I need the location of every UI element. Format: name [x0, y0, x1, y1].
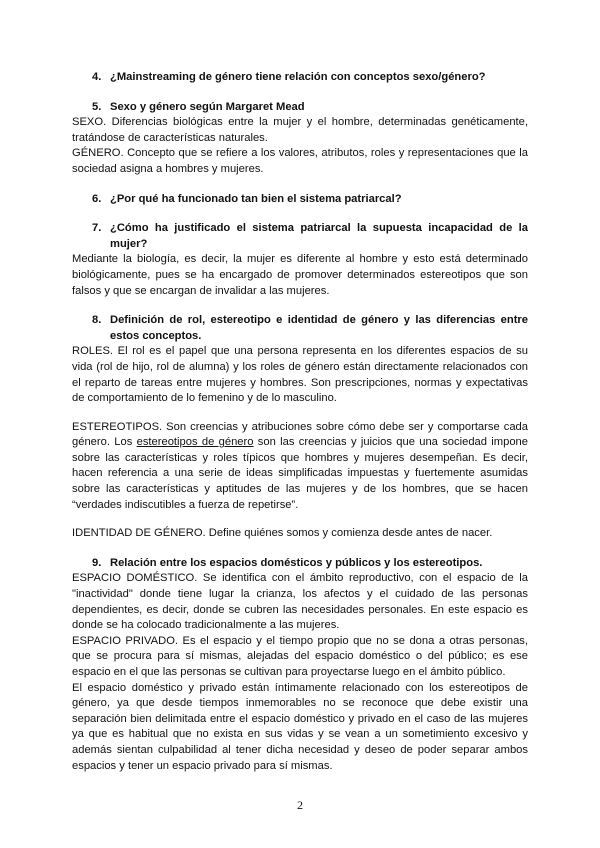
paragraph-estereotipos — [72, 420, 528, 514]
heading-number: 9. — [92, 556, 102, 569]
heading-text: Relación entre los espacios domésticos y públicos y los estereotipos. — [110, 556, 483, 569]
heading-text: ¿Mainstreaming de género tiene relación con conceptos sexo/género? — [110, 71, 486, 83]
heading-number: 5. — [92, 100, 102, 113]
estereotipos-text-end: son las creencias y juicios que una sociedad impone sobre las características y roles típicos que hombres y mujeres desempeñan. Es decir, hacen referencia a una serie de ideas simplificadas impuestas y fuertemente asumidas sobre las características y aptitudes de las mujeres y de los hombres, que se hacen “verdades indiscutibles a fuerza de repetirse”. — [72, 436, 528, 511]
heading-number: 4. — [92, 71, 102, 83]
heading-text: ¿Cómo ha justificado el sistema patriarcal la supuesta incapacidad de la mujer? — [110, 222, 528, 250]
heading-text: ¿Por qué ha funcionado tan bien el sistema patriarcal? — [110, 192, 402, 205]
heading-text: Sexo y género según Margaret Mead — [110, 100, 305, 113]
page-content — [72, 70, 528, 774]
page-number: 2 — [297, 798, 303, 812]
heading-number: 6. — [92, 192, 102, 205]
paragraph-espacio-domestico: ESPACIO DOMÉSTICO. Se identifica con el ámbito reproductivo, con el espacio de la "inactividad" donde tiene lugar la crianza, los afectos y el cuidado de las personas dependientes, es decir, donde se cubren las necesidades personales. En este espacio es donde se ha colocado tradicionalmente a las mujeres. — [72, 572, 528, 632]
estereotipos-link[interactable]: estereotipos de género — [136, 436, 254, 449]
heading-number: 7. — [92, 222, 102, 235]
heading-q8 — [72, 313, 528, 344]
heading-number: 8. — [92, 314, 102, 327]
heading-q4 — [72, 70, 528, 86]
heading-q6 — [72, 192, 528, 208]
paragraph-relacion: El espacio doméstico y privado están íntimamente relacionado con los estereotipos de género, ya que desde tiempos inmemorables no se reconoce que debe existir una separación bien delimitada entre el espacio doméstico y privado en el caso de las mujeres ya que es habitual que no exista en sus vidas y se vean a un sometimiento excesivo y además sientan culpabilidad al tener dicha necesidad y deseo de poder separar ambos espacios y tener un espacio privado para sí mismas. — [72, 681, 528, 772]
paragraph-espacio-privado: ESPACIO PRIVADO. Es el espacio y el tiempo propio que no se dona a otras personas, que se procura para sí mismas, alejadas del espacio doméstico o del público; es ese espacio en el que las personas se cultivan para proyectarse luego en el ámbito público. — [72, 634, 528, 678]
heading-q7 — [72, 221, 528, 252]
paragraph-genero: GÉNERO. Concepto que se refiere a los valores, atributos, roles y representaciones que la sociedad asigna a hombres y mujeres. — [72, 147, 528, 175]
paragraph-roles: ROLES. El rol es el papel que una persona representa en los diferentes espacios de su vida (rol de hijo, rol de alumna) y los roles de género están directamente relacionados con el reparto de tareas entre mujeres y hombres. Son prescripciones, normas y expectativas de comportamiento de lo femenino y de lo masculino. — [72, 345, 528, 405]
paragraph-biologia: Mediante la biología, es decir, la mujer es diferente al hombre y esto está determinado biológicamente, pues se ha encargado de promover determinados estereotipos que son falsos y que se encargan de invalidar a las mujeres. — [72, 253, 528, 297]
heading-q5 — [72, 100, 528, 116]
paragraph-sexo: SEXO. Diferencias biológicas entre la mujer y el hombre, determinadas genéticamente, tratándose de características naturales. — [72, 116, 528, 144]
estereotipos-text-start: ESTEREOTIPOS. Son creencias y atribuciones sobre cómo debe ser y comportarse cada género. Los — [72, 420, 528, 449]
paragraph-identidad: IDENTIDAD DE GÉNERO. Define quiénes somos y comienza desde antes de nacer. — [72, 527, 493, 540]
heading-text: Definición de rol, estereotipo e identidad de género y las diferencias entre estos conceptos. — [110, 314, 528, 342]
heading-q9 — [72, 556, 528, 572]
